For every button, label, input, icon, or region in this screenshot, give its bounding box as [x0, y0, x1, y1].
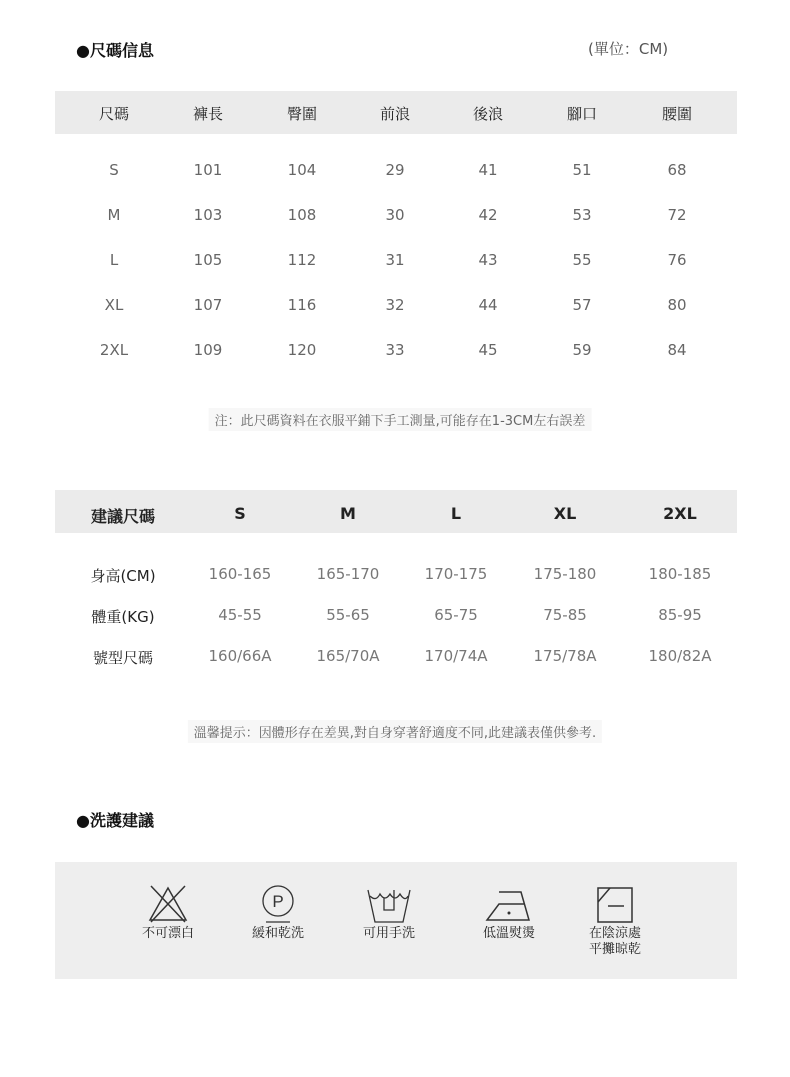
column-header: M: [340, 504, 356, 523]
recommend-table-header: [55, 490, 737, 533]
table-cell: 103: [193, 206, 223, 224]
column-header: 後浪: [472, 105, 504, 123]
table-cell: 43: [478, 251, 498, 269]
table-cell: S: [109, 161, 119, 179]
gentle-dry-clean-icon: [253, 884, 303, 924]
table-cell: 101: [193, 161, 223, 179]
table-cell: 33: [385, 341, 405, 359]
table-cell: 45: [478, 341, 498, 359]
table-cell: 57: [572, 296, 592, 314]
table-cell: 41: [478, 161, 498, 179]
column-header: L: [450, 504, 462, 523]
column-header: 前浪: [379, 105, 411, 123]
care-item: 可用手洗: [363, 884, 415, 942]
column-header: 腰圍: [661, 105, 693, 123]
table-cell: 165-170: [316, 565, 380, 583]
table-cell: 175-180: [533, 565, 597, 583]
table-cell: 160/66A: [208, 647, 272, 665]
table-cell: 104: [287, 161, 317, 179]
table-cell: 170-175: [424, 565, 488, 583]
table-cell: 53: [572, 206, 592, 224]
table-cell: 65-75: [434, 606, 478, 624]
table-cell: 72: [667, 206, 687, 224]
table-cell: 31: [385, 251, 405, 269]
column-header: 褲長: [192, 105, 224, 123]
column-header: 2XL: [663, 504, 697, 523]
unit-label: (單位：CM): [588, 40, 669, 58]
column-header: XL: [553, 504, 577, 523]
table-cell: 116: [287, 296, 317, 314]
table-cell: 85-95: [658, 606, 702, 624]
table-cell: 112: [287, 251, 317, 269]
table-cell: 170/74A: [424, 647, 488, 665]
table-cell: 32: [385, 296, 405, 314]
column-header: 臀圍: [286, 105, 318, 123]
table-cell: 84: [667, 341, 687, 359]
care-item: 低溫熨燙: [483, 884, 535, 942]
hand-wash-icon: [364, 884, 414, 924]
care-item: P 緩和乾洗: [252, 884, 304, 942]
table-cell: 175/78A: [533, 647, 597, 665]
table-cell: 30: [385, 206, 405, 224]
table-cell: 42: [478, 206, 498, 224]
table-cell: 68: [667, 161, 687, 179]
table-cell: M: [107, 206, 121, 224]
no-bleach-icon: [143, 884, 193, 924]
size-info-title: ●尺碼信息: [76, 41, 154, 60]
table-cell: L: [109, 251, 119, 269]
row-label: 號型尺碼: [92, 649, 154, 667]
care-item: 不可漂白: [142, 884, 194, 942]
table-cell: 59: [572, 341, 592, 359]
table-cell: 29: [385, 161, 405, 179]
column-header: S: [234, 504, 246, 523]
recommend-note: 溫馨提示：因體形存在差異,對自身穿著舒適度不同,此建議表僅供參考.: [188, 720, 602, 743]
column-header: 腳口: [566, 105, 598, 123]
size-note: 注：此尺碼資料在衣服平鋪下手工測量,可能存在1-3CM左右誤差: [209, 408, 592, 431]
column-header: 尺碼: [98, 105, 130, 123]
column-header: 建議尺碼: [90, 507, 156, 526]
table-cell: 55-65: [326, 606, 370, 624]
care-item: 在陰涼處 平攤晾乾: [589, 884, 641, 958]
table-cell: 55: [572, 251, 592, 269]
row-label: 體重(KG): [91, 608, 155, 626]
care-title: ●洗護建議: [76, 811, 154, 830]
table-cell: 120: [287, 341, 317, 359]
table-cell: 165/70A: [316, 647, 380, 665]
dry-flat-shade-icon: [590, 884, 640, 924]
table-cell: 76: [667, 251, 687, 269]
table-cell: 105: [193, 251, 223, 269]
table-cell: 2XL: [99, 341, 129, 359]
table-cell: 160-165: [208, 565, 272, 583]
table-cell: 44: [478, 296, 498, 314]
table-cell: 45-55: [218, 606, 262, 624]
row-label: 身高(CM): [90, 567, 156, 585]
table-cell: 51: [572, 161, 592, 179]
table-cell: 107: [193, 296, 223, 314]
table-cell: 80: [667, 296, 687, 314]
low-iron-icon: [483, 884, 535, 924]
table-cell: XL: [104, 296, 124, 314]
table-cell: 75-85: [543, 606, 587, 624]
table-cell: 108: [287, 206, 317, 224]
svg-text:P: P: [272, 892, 284, 911]
table-cell: 180-185: [648, 565, 712, 583]
table-cell: 109: [193, 341, 223, 359]
table-cell: 180/82A: [648, 647, 712, 665]
